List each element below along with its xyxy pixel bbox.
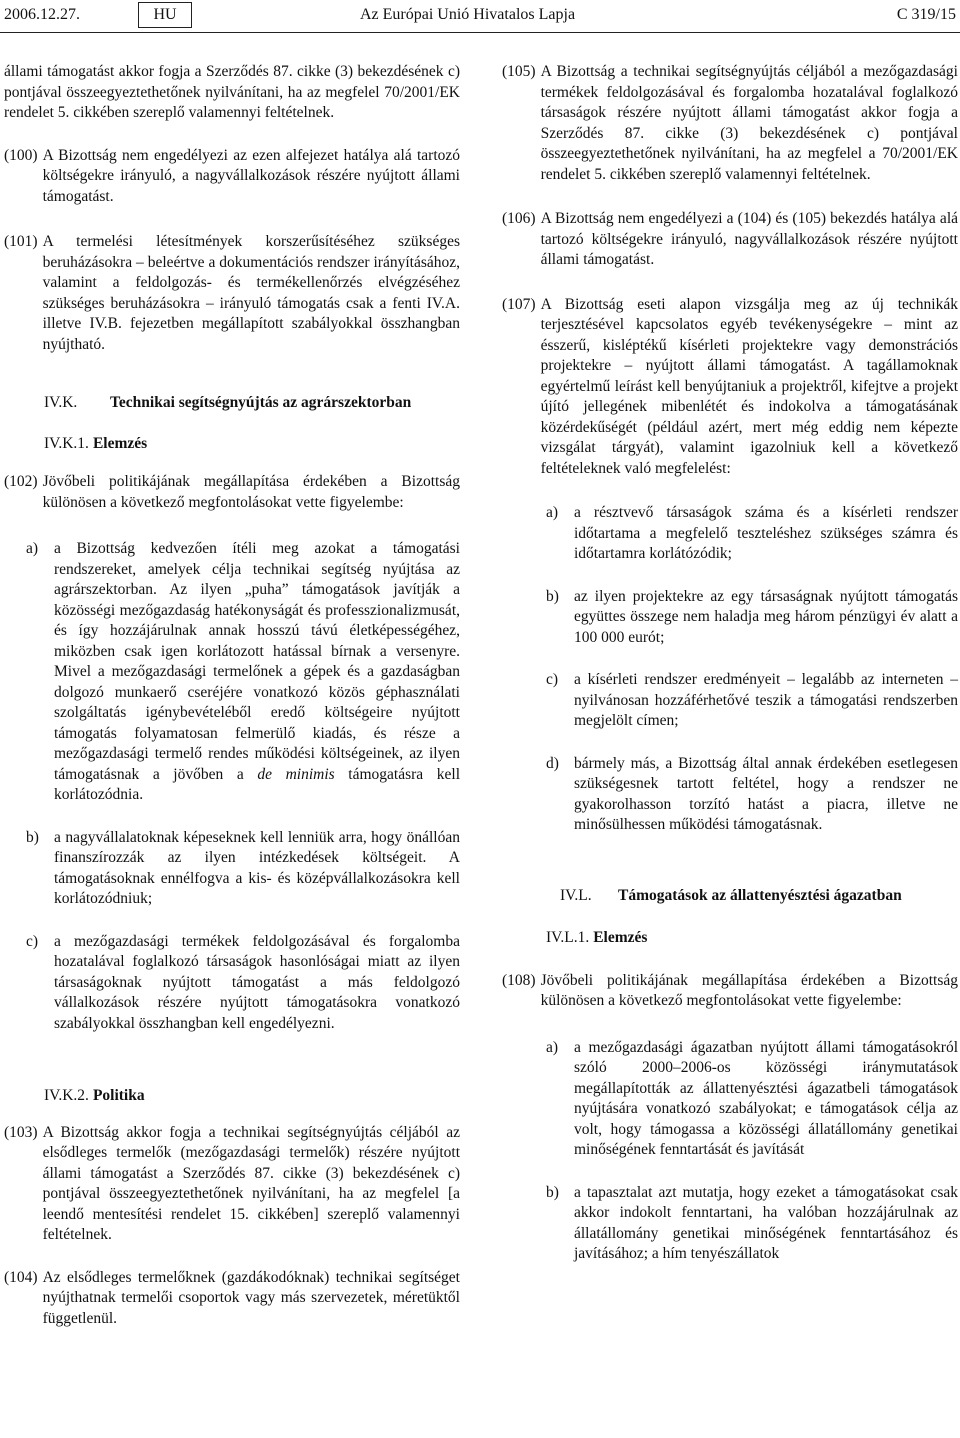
list-label: b) bbox=[26, 828, 39, 846]
list-item-107c bbox=[546, 670, 958, 732]
list-text: a tapasztalat azt mutatja, hogy ezeket a támogatásokat csak akkor indokolt fenntartani, ha valóban hozzájárulnak az állatállomány genetikai minőségének fenntartásához és javításához; a hím tenyészállatok bbox=[574, 1183, 958, 1262]
section-number: IV.K. bbox=[44, 394, 78, 411]
list-text: a kísérleti rendszer eredményeit – legalább az interneten – nyilvánosan hozzáférhetővé teszik a támogatási rendszerben megjelölt címen; bbox=[574, 671, 958, 729]
subsection-heading-ivk2 bbox=[44, 1086, 460, 1107]
list-item-102c bbox=[26, 932, 460, 1035]
subsection-heading-ivk1 bbox=[44, 434, 460, 455]
list-label: d) bbox=[546, 754, 559, 772]
list-label: a) bbox=[546, 504, 559, 521]
paragraph-text: A Bizottság a technikai segítségnyújtás céljából a mezőgazdasági termékek feldolgozásával és forgalomba hozatalával foglalkozó társaságok részére nyújtott állami támogatást akkor fogja a Szerződés 87. cikke (3) bekezdésének c) pontjával összeegyeztethetőnek nyilvánítani, ha az megfelel a 70/2001/EK rendelet 5. cikkében szereplő valamennyi feltételnek. bbox=[540, 63, 958, 183]
list-text: a résztvevő társaságok száma és a kísérleti rendszer időtartama a megfelelő teszteléshez szükséges számra és időtartamra korlátózódik; bbox=[574, 504, 958, 562]
paragraph-text: A Bizottság akkor fogja a technikai segítségnyújtás céljából az elsődleges termelők (mezőgazdasági termelők) részére nyújtott állami támogatást a Szerződés 87. cikke (3) bekezdésének c) pontjával összeegyeztethetőnek nyilvánítani, ha az megfelel [a leendő mentesítési rendelet 15. cikkében] szereplő valamennyi feltételnek. bbox=[42, 1123, 460, 1243]
paragraph-103 bbox=[4, 1123, 460, 1246]
paragraph-number: (106) bbox=[502, 210, 536, 227]
subsection-number: IV.K.2. bbox=[44, 1087, 89, 1104]
list-item-108a bbox=[546, 1038, 958, 1161]
paragraph-text: A Bizottság nem engedélyezi a (104) és (105) bekezdés hatálya alá tartozó költségekre irányuló, nagyvállalkozások részére nyújtott állami támogatást. bbox=[540, 210, 958, 268]
left-column bbox=[4, 62, 460, 1329]
italic-term: de minimis bbox=[257, 765, 335, 783]
paragraph-108 bbox=[502, 971, 958, 1012]
subsection-title: Elemzés bbox=[593, 929, 648, 946]
subsection-heading-ivl1 bbox=[546, 928, 958, 949]
paragraph-text: Jövőbeli politikájának megállapítása érdekében a Bizottság különösen a következő megfontolásokat vette figyelembe: bbox=[540, 971, 958, 1009]
subsection-number: IV.L.1. bbox=[546, 929, 590, 946]
paragraph-101 bbox=[4, 232, 460, 355]
list-label: b) bbox=[546, 587, 559, 605]
list-label: c) bbox=[546, 671, 559, 688]
paragraph-102 bbox=[4, 472, 460, 513]
page-header bbox=[0, 0, 960, 40]
section-heading-ivk bbox=[44, 393, 460, 414]
paragraph-number: (107) bbox=[502, 295, 536, 313]
paragraph-number: (102) bbox=[4, 473, 38, 490]
list-label: b) bbox=[546, 1183, 559, 1201]
subsection-number: IV.K.1. bbox=[44, 434, 89, 452]
page-reference: C 319/15 bbox=[896, 6, 956, 23]
list-text: a mezőgazdasági termékek feldolgozásával és forgalomba hozatalával foglalkozó társaságok hasonlóságai miatt az ilyen társaságoknak nyújtott támogatást a más feldolgozó vállalkozások részére nyújtott támogatásokra vonatkozó szabályokkal összhangban kell engedélyezni. bbox=[54, 932, 460, 1032]
header-rule bbox=[0, 32, 960, 33]
paragraph-text: Jövőbeli politikájának megállapítása érdekében a Bizottság különösen a következő megfontolásokat vette figyelembe: bbox=[42, 473, 460, 511]
paragraph-text: A termelési létesítmények korszerűsítéséhez szükséges beruházásokra – beleértve a dokumentációs rendszer irányításához, valamint a feldolgozás- és termékellenőrzés elvégzéséhez szükséges beruházásokra – irányuló támogatás csak a fenti IV.A. illetve IV.B. fejezetben megállapított szabályokkal összhangban nyújtható. bbox=[42, 233, 460, 353]
right-column bbox=[502, 62, 958, 1265]
list-item-108b bbox=[546, 1183, 958, 1265]
paragraph-104 bbox=[4, 1268, 460, 1330]
section-number: IV.L. bbox=[560, 886, 592, 904]
section-heading-ivl bbox=[560, 886, 958, 907]
paragraph-text: A Bizottság nem engedélyezi az ezen alfejezet hatálya alá tartozó költségekre irányuló, a nagyvállalkozások részére nyújtott állami támogatást. bbox=[42, 146, 460, 205]
section-title: Támogatások az állattenyésztési ágazatban bbox=[618, 886, 902, 904]
paragraph-number: (105) bbox=[502, 63, 536, 80]
subsection-title: Elemzés bbox=[92, 434, 148, 452]
list-text: bármely más, a Bizottság által annak érdekében esetlegesen szükségesnek tartott feltétel, hogy a rendszer ne gyakorolhasson torzító hatást a piacra, illetve ne minősülhessen működési támogatásnak. bbox=[574, 754, 958, 833]
paragraph-105 bbox=[502, 62, 958, 185]
paragraph-number: (104) bbox=[4, 1268, 38, 1286]
paragraph-107 bbox=[502, 295, 958, 480]
list-item-107a bbox=[546, 503, 958, 565]
list-item-102b bbox=[26, 828, 460, 910]
paragraph-text: Az elsődleges termelőknek (gazdákodóknak) technikai segítséget nyújthatnak termelői csoportok vagy más szervezetek, méretüktől függetlenül. bbox=[42, 1268, 460, 1327]
paragraph-number: (100) bbox=[4, 146, 38, 164]
paragraph-text: A Bizottság eseti alapon vizsgálja meg az új technikák terjesztésével kapcsolatos egyéb tevékenységekre – mint az ésszerű, kisléptékű kísérleti projektekre vagy demonstrációs projektekre – nyújtott állami támogatást. A tagállamoknak egyértelmű leírást kell benyújtaniuk a projektről, kifejtve a projekt újító jellegének mibenlétét és indokolva a támogatásának közérdekűségét (például azért, mert még eddig nem képezte vizsgálat tárgyát), valamint igazolniuk kell a következő feltételeknek való megfelelést: bbox=[540, 295, 958, 477]
list-text: a Bizottság kedvezően ítéli meg azokat a támogatási rendszereket, amelyek célja technikai segítség nyújtása az agrárszektorban. Az ilyen „puha” támogatások javítják a közösségi mezőgazdaság hatékonyságát és professzionalizmusát, és így hozzájárulnak annak hosszú távú életképességéhez, miközben csak igen korlátozott hatással bírnak a versenyre. Mivel a mezőgazdasági termelőnek a gépek és a gazdaságban dolgozó munkaerő cseréjére vonatkozó közös géphasználati szolgáltatás igénybevételéből eredő költségeire nyújtott támogatás folyamatosan felmerülő kiadás, és része a mezőgazdasági termelő rendes működési költségeinek, az ilyen támogatásnak a jövőben a de minimis támogatásra kell korlátozódnia. bbox=[54, 540, 461, 803]
list-item-102a bbox=[26, 539, 460, 806]
list-text: a mezőgazdasági ágazatban nyújtott állami támogatásokról szóló 2000–2006-os közösségi iránymutatások megállapították az állattenyésztési ágazatbeli támogatások nyújtására vonatkozó szabályokat; e támogatások célja az volt, hogy támogassa a közösségi állatállomány genetikai minőségének fenntartását és javítását bbox=[574, 1038, 958, 1158]
list-text: a nagyvállalatoknak képeseknek kell lenniük arra, hogy önállóan finanszírozzák az ilyen intézkedések költségeit. A támogatásoknak ennélfogva a kis- és középvállalkozásokra kell korlátozódniuk; bbox=[54, 828, 460, 907]
list-label: c) bbox=[26, 932, 39, 950]
paragraph-number: (101) bbox=[4, 233, 38, 250]
list-label: a) bbox=[546, 1038, 559, 1056]
language-code-box: HU bbox=[138, 2, 192, 28]
list-text: az ilyen projektekre az egy társaságnak nyújtott támogatás együttes összege nem haladja meg három pénzügyi év alatt a 100 000 eurót; bbox=[574, 587, 958, 646]
list-item-107d bbox=[546, 754, 958, 836]
list-label: a) bbox=[26, 540, 39, 557]
section-title: Technikai segítségnyújtás az agrárszektorban bbox=[110, 394, 412, 411]
journal-title: Az Európai Unió Hivatalos Lapja bbox=[360, 6, 576, 23]
subsection-title: Politika bbox=[92, 1087, 145, 1104]
paragraph-number: (108) bbox=[502, 971, 536, 989]
paragraph-number: (103) bbox=[4, 1123, 38, 1141]
paragraph-100 bbox=[4, 146, 460, 208]
paragraph-106 bbox=[502, 209, 958, 271]
list-item-107b bbox=[546, 587, 958, 649]
publication-date: 2006.12.27. bbox=[4, 6, 80, 23]
continuation-text: állami támogatást akkor fogja a Szerződés 87. cikke (3) bekezdésének c) pontjával összeegyeztethetőnek nyilvánítani, ha az megfelel 70/2001/EK rendelet 5. cikkében szereplő valamennyi feltételnek. bbox=[4, 63, 460, 121]
